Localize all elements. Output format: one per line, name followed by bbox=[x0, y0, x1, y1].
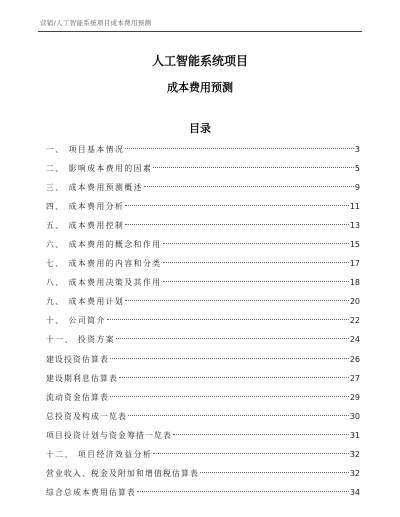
toc-leader bbox=[153, 166, 354, 168]
toc-entry-label: 六、 成本费用的概念和作用 bbox=[46, 240, 162, 250]
toc-entry-page: 24 bbox=[349, 335, 360, 345]
toc-entry-page: 27 bbox=[349, 373, 360, 383]
toc-entry[interactable] bbox=[46, 369, 360, 388]
table-of-contents bbox=[46, 140, 360, 502]
toc-entry-page: 29 bbox=[349, 392, 360, 402]
toc-leader bbox=[200, 471, 349, 473]
toc-leader bbox=[153, 452, 349, 454]
toc-leader bbox=[110, 395, 349, 397]
toc-entry[interactable] bbox=[46, 254, 360, 273]
toc-entry-page: 34 bbox=[349, 487, 360, 497]
running-header: 营销/人工智能系统项目成本费用预测 bbox=[40, 19, 152, 27]
toc-entry[interactable] bbox=[46, 197, 360, 216]
toc-entry-page: 5 bbox=[354, 164, 360, 174]
toc-entry[interactable] bbox=[46, 140, 360, 159]
toc-leader bbox=[128, 414, 349, 416]
toc-entry[interactable] bbox=[46, 407, 360, 426]
toc-entry[interactable] bbox=[46, 464, 360, 483]
toc-entry-label: 十、 公司简介 bbox=[46, 316, 106, 326]
toc-entry-page: 18 bbox=[349, 278, 360, 288]
toc-leader bbox=[119, 376, 349, 378]
toc-entry-label: 建设期利息估算表 bbox=[46, 373, 118, 383]
toc-entry-label: 三、 成本费用预测概述 bbox=[46, 183, 143, 193]
document-subtitle: 成本费用预测 bbox=[167, 81, 233, 94]
toc-entry[interactable] bbox=[46, 330, 360, 349]
toc-leader bbox=[116, 337, 349, 339]
toc-leader bbox=[137, 490, 349, 492]
toc-entry-label: 五、 成本费用控制 bbox=[46, 221, 125, 231]
toc-entry[interactable] bbox=[46, 235, 360, 254]
toc-entry-label: 总投资及构成一览表 bbox=[46, 411, 127, 421]
toc-entry-page: 32 bbox=[349, 468, 360, 478]
toc-leader bbox=[125, 204, 348, 206]
toc-entry-page: 31 bbox=[349, 430, 360, 440]
toc-entry[interactable] bbox=[46, 292, 360, 311]
toc-leader bbox=[144, 185, 354, 187]
toc-leader bbox=[125, 147, 354, 149]
toc-entry-label: 一、 项目基本情况 bbox=[46, 145, 125, 154]
toc-entry[interactable] bbox=[46, 311, 360, 330]
document-title: 人工智能系统项目 bbox=[151, 54, 248, 68]
toc-entry-label: 七、 成本费用的内容和分类 bbox=[46, 259, 162, 269]
toc-entry-label: 十二、 项目经济效益分析 bbox=[46, 449, 153, 459]
toc-entry-label: 四、 成本费用分析 bbox=[46, 202, 125, 212]
toc-entry[interactable] bbox=[46, 445, 360, 464]
toc-heading: 目录 bbox=[189, 122, 211, 135]
toc-entry-page: 17 bbox=[349, 259, 360, 269]
toc-entry[interactable] bbox=[46, 178, 360, 197]
toc-entry-label: 综合总成本费用估算表 bbox=[46, 487, 136, 497]
toc-entry[interactable] bbox=[46, 426, 360, 445]
toc-leader bbox=[107, 318, 349, 320]
toc-entry-page: 13 bbox=[349, 221, 360, 231]
toc-leader bbox=[163, 280, 349, 282]
toc-entry-page: 3 bbox=[354, 145, 360, 154]
toc-entry-label: 流动资金估算表 bbox=[46, 392, 109, 402]
toc-entry-label: 十一、 投资方案 bbox=[46, 335, 116, 345]
toc-entry-label: 八、 成本费用决策及其作用 bbox=[46, 278, 162, 288]
toc-entry[interactable] bbox=[46, 216, 360, 235]
toc-entry[interactable] bbox=[46, 350, 360, 369]
toc-entry-label: 营业收入、税金及附加和增值税估算表 bbox=[46, 468, 199, 478]
toc-entry-page: 20 bbox=[349, 297, 360, 307]
toc-leader bbox=[173, 433, 349, 435]
toc-entry-page: 32 bbox=[349, 449, 360, 459]
toc-entry-page: 11 bbox=[349, 202, 360, 212]
toc-entry[interactable] bbox=[46, 273, 360, 292]
toc-entry[interactable] bbox=[46, 483, 360, 502]
toc-leader bbox=[163, 261, 349, 263]
toc-entry-page: 22 bbox=[349, 316, 360, 326]
toc-entry-page: 26 bbox=[349, 354, 360, 364]
toc-entry-label: 二、 影响成本费用的因素 bbox=[46, 164, 153, 174]
toc-leader bbox=[125, 299, 348, 301]
toc-entry-label: 九、 成本费用计划 bbox=[46, 297, 125, 307]
header-divider bbox=[38, 31, 362, 32]
toc-leader bbox=[163, 242, 349, 244]
toc-entry-page: 15 bbox=[349, 240, 360, 250]
toc-entry-page: 30 bbox=[349, 411, 360, 421]
toc-leader bbox=[125, 223, 348, 225]
toc-entry[interactable] bbox=[46, 388, 360, 407]
toc-entry-label: 项目投资计划与资金筹措一览表 bbox=[46, 430, 172, 440]
toc-entry[interactable] bbox=[46, 159, 360, 178]
toc-entry-page: 9 bbox=[354, 183, 360, 193]
toc-entry-label: 建设投资估算表 bbox=[46, 354, 109, 364]
toc-leader bbox=[110, 357, 349, 359]
